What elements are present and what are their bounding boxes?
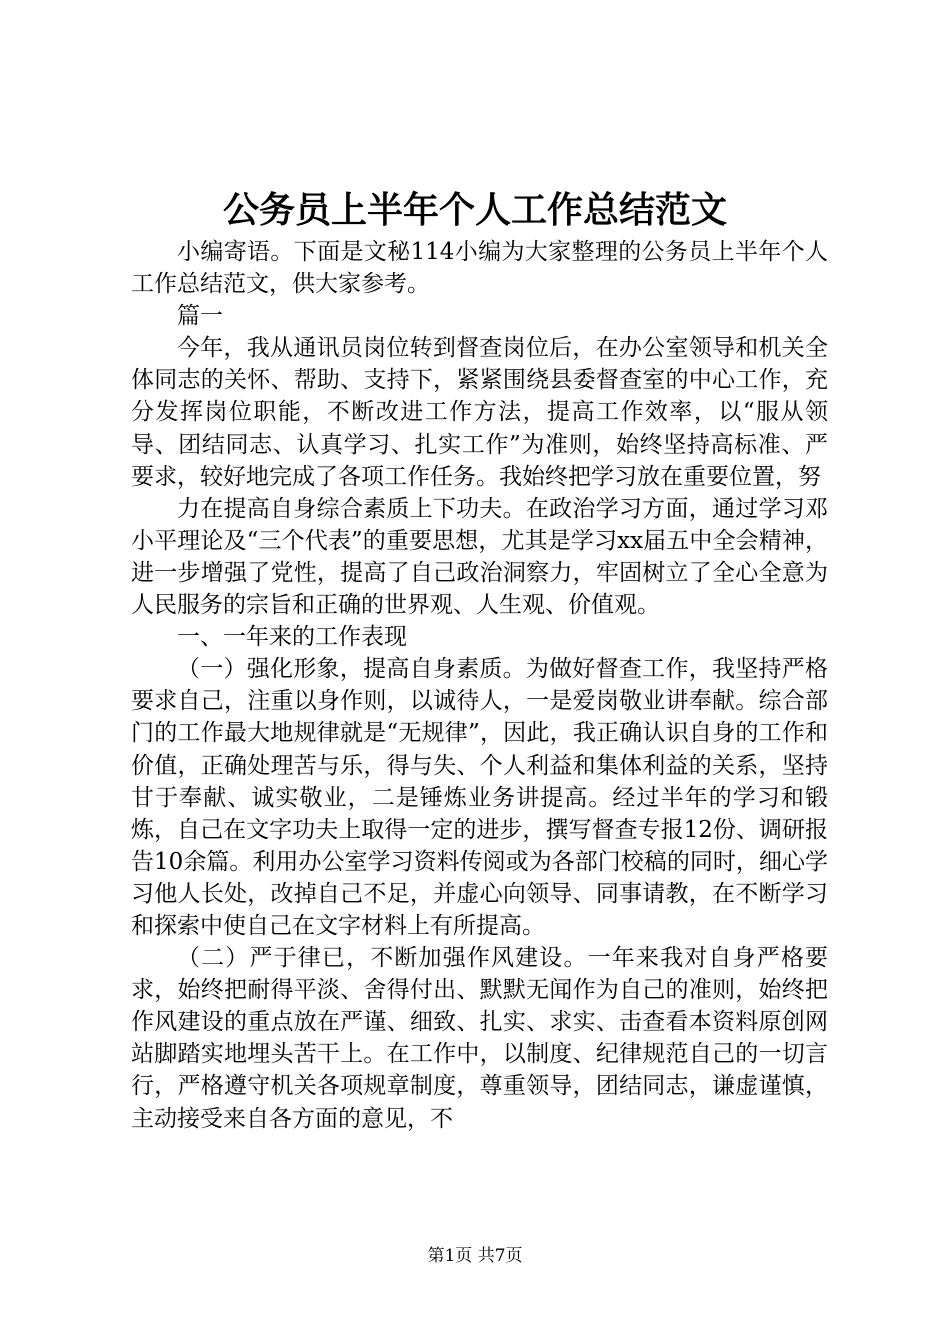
paragraph-study: 力在提高自身综合素质上下功夫。在政治学习方面，通过学习邓小平理论及“三个代表”的重要思想，尤其是学习xx届五中全会精神，进一步增强了党性，提高了自己政治洞察力，牢固树立了全心全意为人民服务的宗旨和正确的世界观、人生观、价值观。 [131, 495, 828, 619]
paragraph-heading-performance: 一、一年来的工作表现 [177, 624, 407, 651]
paragraph-overview: 今年，我从通讯员岗位转到督查岗位后，在办公室领导和机关全体同志的关怀、帮助、支持下，紧紧围绕县委督查室的中心工作，充分发挥岗位职能，不断改进工作方法，提高工作效率，以“服从领导、团结同志、认真学习、扎实工作”为准则，始终坚持高标准、严要求，较好地完成了各项工作任务。我始终把学习放在重要位置，努 [131, 335, 828, 490]
document-body [131, 236, 828, 1135]
page-number-footer: 第1页 共7页 [427, 1246, 523, 1266]
paragraph-section-label: 篇一 [177, 303, 223, 330]
document-title: 公务员上半年个人工作总结范文 [222, 189, 727, 231]
paragraph-image-quality: （一）强化形象，提高自身素质。为做好督查工作，我坚持严格要求自己，注重以身作则，以诚待人，一是爱岗敬业讲奉献。综合部门的工作最大地规律就是“无规律”，因此，我正确认识自身的工作和价值，正确处理苦与乐，得与失、个人利益和集体利益的关系，坚持甘于奉献、诚实敬业，二是锤炼业务讲提高。经过半年的学习和锻炼，自己在文字功夫上取得一定的进步，撰写督查专报12份、调研报告10余篇。利用办公室学习资料传阅或为各部门校稿的同时，细心学习他人长处，改掉自己不足，并虚心向领导、同事请教，在不断学习和探索中使自己在文字材料上有所提高。 [131, 656, 828, 939]
paragraph-discipline: （二）严于律已，不断加强作风建设。一年来我对自身严格要求，始终把耐得平淡、舍得付出、默默无闻作为自己的准则，始终把作风建设的重点放在严谨、细致、扎实、求实、击查看本资料原创网站脚踏实地埋头苦干上。在工作中，以制度、纪律规范自己的一切言行，严格遵守机关各项规章制度，尊重领导，团结同志，谦虚谨慎，主动接受来自各方面的意见，不 [131, 945, 828, 1132]
paragraph-intro: 小编寄语。下面是文秘114小编为大家整理的公务员上半年个人工作总结范文，供大家参考。 [131, 239, 828, 298]
